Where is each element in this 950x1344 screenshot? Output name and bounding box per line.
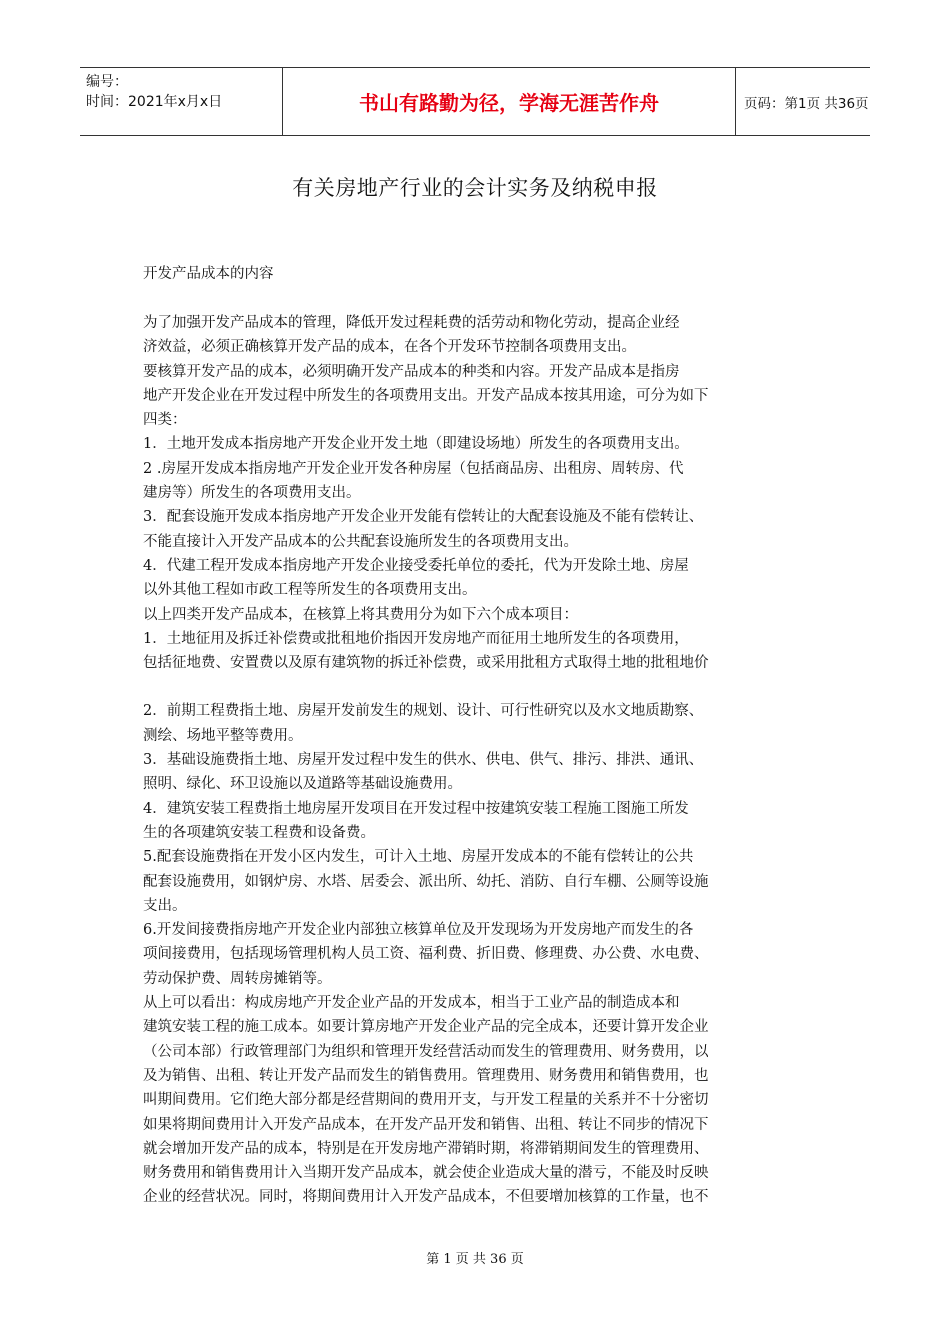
body-line: 济效益，必须正确核算开发产品的成本，在各个开发环节控制各项费用支出。 — [143, 339, 636, 356]
body-line: （公司本部）行政管理部门为组织和管理开发经营活动而发生的管理费用、财务费用，以 — [143, 1043, 709, 1060]
body-line: 四类： — [143, 412, 187, 429]
body-line: 以外其他工程如市政工程等所发生的各项费用支出。 — [143, 582, 477, 599]
body-line: 配套设施费用，如钢炉房、水塔、居委会、派出所、幼托、消防、自行车棚、公厕等设施 — [143, 873, 709, 890]
body-line: 如果将期间费用计入开发产品成本，在开发产品开发和销售、出租、转让不同步的情况下 — [143, 1116, 709, 1133]
body-line: 1．土地开发成本指房地产开发企业开发土地（即建设场地）所发生的各项费用支出。 — [143, 436, 689, 453]
body-line: 包括征地费、安置费以及原有建筑物的拆迁补偿费，或采用批租方式取得土地的批租地价 — [143, 655, 709, 672]
body-line: 建筑安装工程的施工成本。如要计算房地产开发企业产品的完全成本，还要计算开发企业 — [143, 1019, 709, 1036]
body-line: 1．土地征用及拆迁补偿费或批租地价指因开发房地产而征用土地所发生的各项费用， — [143, 630, 689, 647]
body-line: 4．建筑安装工程费指土地房屋开发项目在开发过程中按建筑安装工程施工图施工所发 — [143, 800, 689, 817]
page-footer: 第 1 页 共 36 页 — [426, 1252, 524, 1267]
body-line: 6.开发间接费指房地产开发企业内部独立核算单位及开发现场为开发房地产而发生的各 — [143, 922, 694, 939]
body-line: 为了加强开发产品成本的管理，降低开发过程耗费的活劳动和物化劳动，提高企业经 — [143, 315, 680, 331]
body-line: 测绘、场地平整等费用。 — [143, 727, 303, 744]
blank-line — [143, 675, 808, 699]
body-line: 企业的经营状况。同时，将期间费用计入开发产品成本，不但要增加核算的工作量，也不 — [143, 1189, 709, 1206]
body-line: 3．基础设施费指土地、房屋开发过程中发生的供水、供电、供气、排污、排洪、通讯、 — [143, 752, 704, 769]
document-title: 有关房地产行业的会计实务及纳税申报 — [292, 176, 658, 200]
body-line: 叫期间费用。它们绝大部分都是经营期间的费用开支，与开发工程量的关系并不十分密切 — [143, 1092, 709, 1109]
body-line: 地产开发企业在开发过程中所发生的各项费用支出。开发产品成本按其用途，可分为如下 — [143, 387, 709, 404]
body-line: 不能直接计入开发产品成本的公共配套设施所发生的各项费用支出。 — [143, 533, 578, 550]
section-heading: 开发产品成本的内容 — [143, 266, 274, 282]
body-line: 劳动保护费、周转房摊销等。 — [143, 970, 332, 987]
body-line: 5.配套设施费指在开发小区内发生，可计入土地、房屋开发成本的不能有偿转让的公共 — [143, 849, 694, 866]
body-line: 及为销售、出租、转让开发产品而发生的销售费用。管理费用、财务费用和销售费用，也 — [143, 1067, 709, 1084]
body-line: 以上四类开发产品成本，在核算上将其费用分为如下六个成本项目： — [143, 606, 578, 623]
body-line: 支出。 — [143, 897, 187, 914]
document-body — [143, 311, 808, 1210]
header-motto: 书山有路勤为径，学海无涯苦作舟 — [282, 68, 736, 135]
body-line: 2 .房屋开发成本指房地产开发企业开发各种房屋（包括商品房、出租房、周转房、代 — [143, 460, 684, 477]
date-label: 时间：2021年x月x日 — [86, 94, 223, 110]
body-line: 建房等）所发生的各项费用支出。 — [143, 485, 361, 502]
body-line: 就会增加开发产品的成本，特别是在开发房地产滞销时期，将滞销期间发生的管理费用、 — [143, 1140, 709, 1157]
page-header — [80, 67, 870, 136]
body-line: 要核算开发产品的成本，必须明确开发产品成本的种类和内容。开发产品成本是指房 — [143, 363, 680, 380]
header-page-info: 页码：第1页 共36页 — [744, 95, 869, 112]
body-line: 项间接费用，包括现场管理机构人员工资、福利费、折旧费、修理费、办公费、水电费、 — [143, 946, 709, 963]
body-line: 2．前期工程费指土地、房屋开发前发生的规划、设计、可行性研究以及水文地质勘察、 — [143, 703, 704, 720]
body-line: 生的各项建筑安装工程费和设备费。 — [143, 824, 375, 841]
body-line: 照明、绿化、环卫设施以及道路等基础设施费用。 — [143, 776, 462, 793]
body-line: 4．代建工程开发成本指房地产开发企业接受委托单位的委托，代为开发除土地、房屋 — [143, 557, 689, 574]
body-line: 从上可以看出：构成房地产开发企业产品的开发成本，相当于工业产品的制造成本和 — [143, 995, 680, 1012]
header-left-cell — [80, 68, 282, 135]
body-line: 3．配套设施开发成本指房地产开发企业开发能有偿转让的大配套设施及不能有偿转让、 — [143, 509, 704, 526]
body-line: 财务费用和销售费用计入当期开发产品成本，就会使企业造成大量的潜亏，不能及时反映 — [143, 1165, 709, 1182]
document-number-label: 编号： — [86, 74, 128, 90]
